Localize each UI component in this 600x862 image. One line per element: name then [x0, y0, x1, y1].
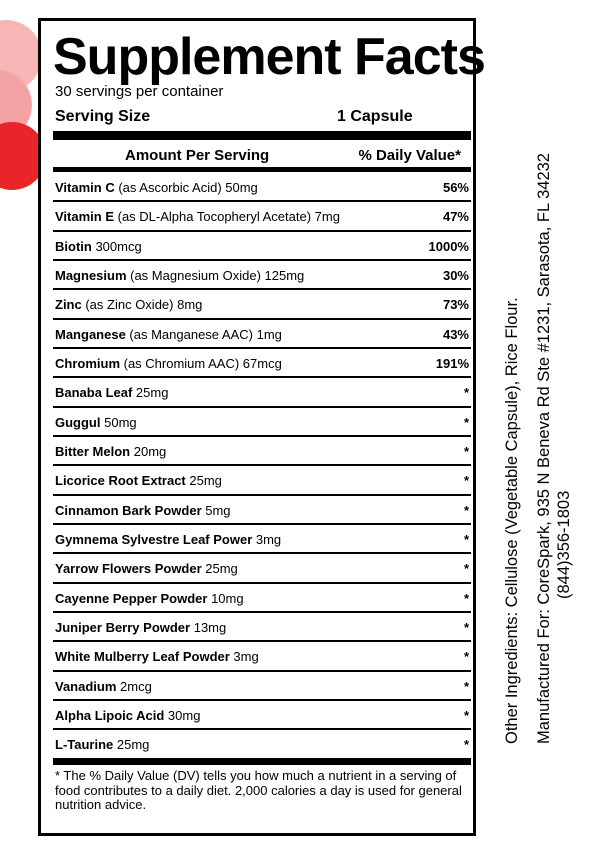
nutrient-row [53, 437, 471, 466]
nutrient-daily-value: * [463, 531, 469, 547]
nutrient-daily-value: * [463, 678, 469, 694]
nutrient-daily-value: 30% [442, 267, 469, 283]
nutrient-amount: 2mcg [116, 678, 152, 694]
nutrient-name: Gymnema Sylvestre Leaf Power [55, 531, 253, 547]
nutrient-row [53, 554, 471, 583]
nutrient-amount: (as Ascorbic Acid) 50mg [114, 180, 258, 195]
nutrient-daily-value: * [463, 385, 469, 401]
nutrient-daily-value: * [463, 473, 469, 489]
nutrient-amount: 25mg [132, 385, 169, 401]
nutrient-row [53, 613, 471, 642]
nutrient-name: Juniper Berry Powder [55, 619, 191, 635]
nutrient-daily-value: * [463, 590, 469, 606]
nutrient-amount: (as Magnesium Oxide) 125mg [126, 267, 305, 283]
nutrient-row [53, 672, 471, 701]
nutrient-row [53, 378, 471, 407]
nutrient-name: Bitter Melon [55, 443, 131, 459]
bottom-divider [53, 759, 471, 765]
nutrient-label [55, 321, 282, 348]
nutrient-amount: 20mg [130, 443, 167, 459]
nutrient-amount: (as DL-Alpha Tocopheryl Acetate) 7mg [114, 209, 340, 225]
servings-per-container: 30 servings per container [55, 83, 224, 100]
nutrient-amount: 25mg [113, 737, 150, 753]
header-daily-value: % Daily Value* [358, 147, 461, 164]
nutrient-label [55, 233, 142, 260]
nutrient-daily-value: 1000% [428, 238, 469, 254]
nutrient-row [53, 408, 471, 437]
nutrient-table [53, 173, 471, 760]
nutrient-label [55, 409, 137, 436]
nutrient-row [53, 701, 471, 730]
nutrient-label [55, 555, 238, 582]
nutrient-daily-value: * [463, 561, 469, 577]
nutrient-row [53, 496, 471, 525]
nutrient-amount: (as Chromium AAC) 67mcg [120, 355, 282, 371]
nutrient-amount: 13mg [190, 619, 227, 635]
nutrient-name: Vitamin E [55, 209, 115, 225]
nutrient-row [53, 730, 471, 759]
nutrient-daily-value: * [463, 414, 469, 430]
manufactured-for-text: Manufactured For: CoreSpark, 935 N Beneva Rd Ste #1231, Sarasota, FL 34232 [535, 153, 553, 744]
nutrient-daily-value: * [463, 707, 469, 723]
nutrient-name: White Mulberry Leaf Powder [55, 649, 230, 665]
nutrient-row [53, 349, 471, 378]
serving-size-label: Serving Size [55, 108, 151, 125]
nutrient-label [55, 702, 200, 729]
nutrient-label [55, 379, 168, 406]
other-ingredients-text: Other Ingredients: Cellulose (Vegetable Capsule), Rice Flour. [503, 297, 521, 744]
nutrient-row [53, 202, 471, 231]
nutrient-row [53, 173, 471, 202]
nutrient-row [53, 525, 471, 554]
nutrient-label [55, 731, 149, 758]
nutrient-amount: 5mg [201, 502, 231, 518]
nutrient-row [53, 261, 471, 290]
nutrient-daily-value: 47% [442, 209, 469, 225]
nutrient-amount: 50mg [100, 414, 137, 430]
nutrient-name: Cayenne Pepper Powder [55, 590, 208, 606]
nutrient-name: Vanadium [55, 678, 117, 694]
nutrient-amount: 10mg [207, 590, 244, 606]
nutrient-daily-value: 73% [442, 297, 469, 313]
nutrient-row [53, 320, 471, 349]
nutrient-label [55, 467, 222, 494]
nutrient-row [53, 232, 471, 261]
nutrient-row [53, 290, 471, 319]
serving-size-value: 1 Capsule [337, 108, 413, 125]
nutrient-daily-value: * [463, 619, 469, 635]
nutrient-name: Biotin [55, 238, 92, 254]
nutrient-daily-value: * [463, 737, 469, 753]
nutrient-daily-value: * [463, 443, 469, 459]
nutrient-amount: 30mg [164, 707, 201, 723]
nutrient-label [55, 614, 226, 641]
nutrient-amount: (as Zinc Oxide) 8mg [81, 297, 203, 313]
nutrient-amount: 25mg [185, 473, 222, 489]
nutrient-amount: (as Manganese AAC) 1mg [125, 326, 282, 342]
nutrient-label [55, 497, 231, 524]
nutrient-daily-value: 43% [442, 326, 469, 342]
nutrient-name: Manganese [55, 326, 126, 342]
nutrient-name: Banaba Leaf [55, 385, 133, 401]
nutrient-row [53, 584, 471, 613]
nutrient-daily-value: 56% [442, 180, 469, 195]
nutrient-row [53, 466, 471, 495]
nutrient-daily-value: 191% [435, 355, 469, 371]
nutrient-amount: 300mcg [91, 238, 142, 254]
nutrient-label [55, 438, 166, 465]
phone-number-text: (844)356-1803 [555, 490, 573, 599]
header-amount-per-serving: Amount Per Serving [125, 147, 270, 164]
nutrient-label [55, 291, 202, 318]
thick-divider [53, 131, 471, 140]
nutrient-row [53, 642, 471, 671]
dv-footnote: * The % Daily Value (DV) tells you how much a nutrient in a serving of food contributes to a daily diet. 2,000 calories a day is used for general nutrition advice. [55, 768, 462, 812]
nutrient-amount: 25mg [201, 561, 238, 577]
nutrient-name: Magnesium [55, 267, 127, 283]
panel-title: Supplement Facts [53, 28, 485, 86]
medium-divider [53, 167, 471, 172]
nutrient-name: Guggul [55, 414, 101, 430]
nutrient-amount: 3mg [252, 531, 282, 547]
nutrient-label [55, 526, 281, 553]
nutrient-name: Licorice Root Extract [55, 473, 186, 489]
supplement-facts-panel [38, 18, 485, 836]
nutrient-daily-value: * [463, 649, 469, 665]
nutrient-name: Zinc [55, 297, 82, 313]
nutrient-label [55, 174, 258, 201]
nutrient-name: Yarrow Flowers Powder [55, 561, 202, 577]
nutrient-label [55, 643, 259, 670]
nutrient-name: Alpha Lipoic Acid [55, 707, 165, 723]
nutrient-name: Vitamin C [55, 180, 115, 195]
nutrient-amount: 3mg [229, 649, 259, 665]
nutrient-label [55, 673, 152, 700]
nutrient-name: Cinnamon Bark Powder [55, 502, 202, 518]
nutrient-daily-value: * [463, 502, 469, 518]
nutrient-name: L-Taurine [55, 737, 114, 753]
nutrient-label [55, 350, 282, 377]
nutrient-name: Chromium [55, 355, 120, 371]
nutrient-label [55, 585, 244, 612]
nutrient-label [55, 203, 340, 230]
nutrient-label [55, 262, 304, 289]
